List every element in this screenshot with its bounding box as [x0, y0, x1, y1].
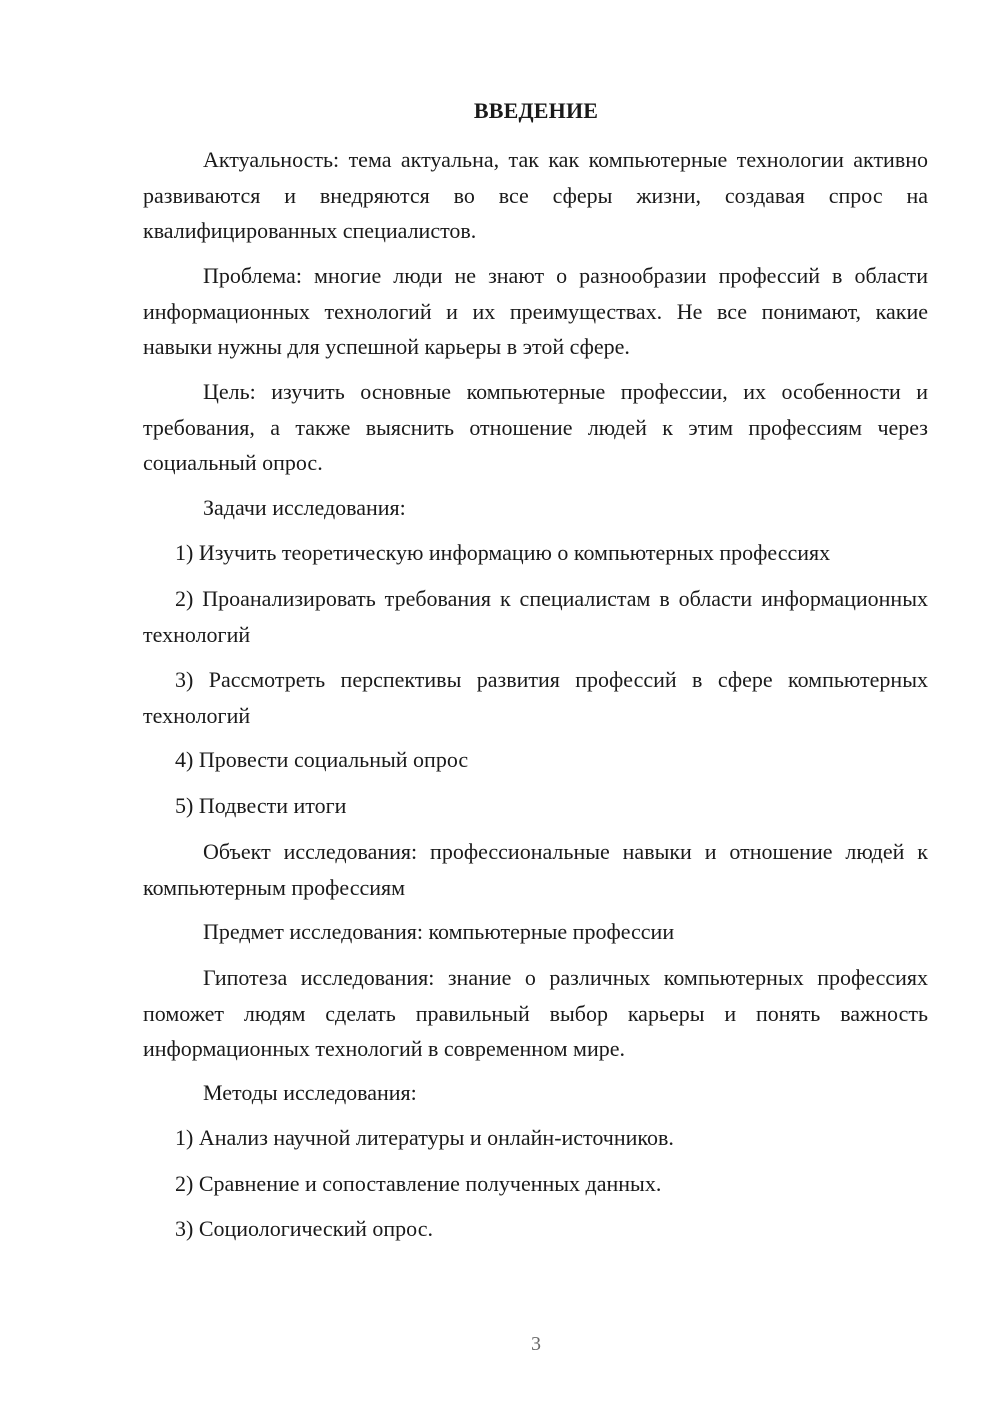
tasks-heading: Задачи исследования: — [203, 495, 406, 520]
object-paragraph: Объект исследования: профессиональные навыки и отношение людей к компьютерным профессиям — [143, 839, 928, 900]
task-item-5: 5) Подвести итоги — [175, 793, 347, 818]
task-item-4: 4) Провести социальный опрос — [175, 747, 469, 772]
subject-paragraph: Предмет исследования: компьютерные профессии — [203, 919, 675, 944]
goal-paragraph: Цель: изучить основные компьютерные профессии, их особенности и требования, а также выяснить отношение людей к этим профессиям через социальный опрос. — [143, 379, 928, 475]
method-item-3: 3) Социологический опрос. — [175, 1216, 433, 1241]
task-item-1: 1) Изучить теоретическую информацию о компьютерных профессиях — [175, 540, 831, 565]
relevance-paragraph: Актуальность: тема актуальна, так как компьютерные технологии активно развиваются и внедряются во все сферы жизни, создавая спрос на квалифицированных специалистов. — [143, 147, 928, 243]
task-item-3: 3) Рассмотреть перспективы развития профессий в сфере компьютерных технологий — [143, 667, 928, 728]
hypothesis-paragraph: Гипотеза исследования: знание о различных компьютерных профессиях поможет людям сделать правильный выбор карьеры и понять важность информационных технологий в современном мире. — [143, 965, 928, 1061]
task-item-2: 2) Проанализировать требования к специалистам в области информационных технологий — [143, 586, 928, 647]
problem-paragraph: Проблема: многие люди не знают о разнообразии профессий в области информационных технологий и их преимуществах. Не все понимают, какие навыки нужны для успешной карьеры в этой сфере. — [143, 263, 928, 359]
section-title: ВВЕДЕНИЕ — [473, 98, 599, 123]
method-item-1: 1) Анализ научной литературы и онлайн-источников. — [175, 1125, 674, 1150]
methods-heading: Методы исследования: — [203, 1080, 417, 1105]
page-number: 3 — [531, 1333, 541, 1355]
method-item-2: 2) Сравнение и сопоставление полученных данных. — [175, 1171, 662, 1196]
